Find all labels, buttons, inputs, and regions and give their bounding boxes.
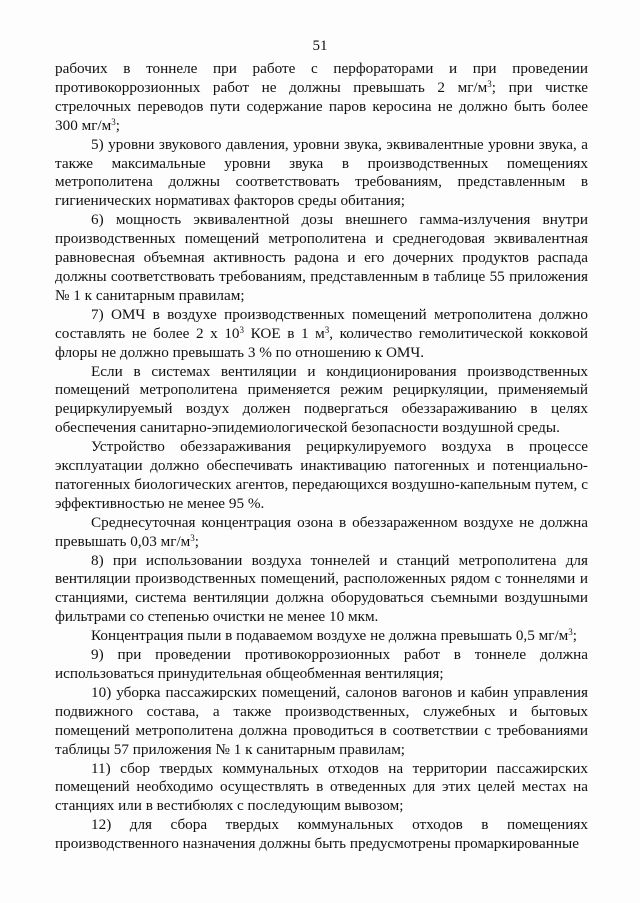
paragraph xyxy=(55,306,588,363)
text-run: 11) сбор твердых коммунальных отходов на территории пассажирских помещений необходимо осуществлять в отведенных для этих целей местах на станциях или в вестибюлях с последующим вывозом; xyxy=(55,759,588,815)
text-run: ; xyxy=(194,532,200,550)
paragraph xyxy=(55,627,588,646)
text-run: Среднесуточная концентрация озона в обеззараженном воздухе не должна превышать 0,03 мг/м xyxy=(55,513,588,550)
text-run: 7) ОМЧ в воздухе производственных помещений метрополитена должно составлять не более 2 х 10 xyxy=(55,305,588,342)
text-run: 10) уборка пассажирских помещений, салонов вагонов и кабин управления подвижного состава, а также производственных, служебных и бытовых помещений метрополитена должна проводиться в соответствии с требованиями таблицы 57 приложения № 1 к санитарным правилам; xyxy=(55,683,588,758)
superscript: 3 xyxy=(239,324,245,335)
paragraph xyxy=(55,438,588,514)
text-run: КОЕ в 1 м xyxy=(244,324,325,342)
text-run: ; при чистке стрелочных переводов пути содержание паров керосина не должно быть более 300 мг/м xyxy=(55,78,588,134)
superscript: 3 xyxy=(324,324,330,335)
page-number: 51 xyxy=(312,38,328,54)
text-run: Устройство обеззараживания рециркулируемого воздуха в процессе эксплуатации должно обеспечивать инактивацию патогенных и потенциально-патогенных биологических агентов, передающихся воздушно-капельным путем, с эффективностью не менее 95 %. xyxy=(55,438,588,512)
text-run: 6) мощность эквивалентной дозы внешнего гамма-излучения внутри производственных помещений метрополитена и среднегодовая эквивалентная равновесная объемная активность радона и его дочерних продуктов распада должны соответствовать требованиям, представленным в таблице 55 приложения № 1 к санитарным правилам; xyxy=(55,211,588,304)
paragraph xyxy=(55,60,588,136)
text-run: 12) для сбора твердых коммунальных отходов в помещениях производственного назначения должны быть предусмотрены промаркированные xyxy=(55,816,588,853)
paragraph xyxy=(55,136,588,212)
paragraph xyxy=(55,816,588,854)
paragraph xyxy=(55,760,588,817)
document-body xyxy=(55,60,588,854)
superscript: 3 xyxy=(568,627,573,638)
text-run: , количество гемолитической кокковой флоры не должно превышать 3 % по отношению к ОМЧ. xyxy=(55,324,588,361)
text-run: 9) при проведении противокоррозионных работ в тоннеле должна использоваться принудительная общеобменная вентиляция; xyxy=(55,646,588,682)
paragraph xyxy=(55,514,588,552)
text-run: Если в системах вентиляции и кондиционирования производственных помещений метрополитена применяется режим рециркуляции, применяемый рециркулируемый воздух должен подвергаться обеззараживанию в целях обеспечения санитарно-эпидемиологической безопасности воздушной среды. xyxy=(55,362,588,437)
text-run: ; xyxy=(572,627,578,645)
paragraph xyxy=(55,211,588,306)
paragraph xyxy=(55,684,588,760)
superscript: 3 xyxy=(487,78,492,89)
text-run: 8) при использовании воздуха тоннелей и станций метрополитена для вентиляции производственных помещений, расположенных рядом с тоннелями и станциями, система вентиляции должна оборудоваться съемными воздушными фильтрами со степенью очистки не менее 10 мкм. xyxy=(55,551,588,626)
text-run: 5) уровни звукового давления, уровни звука, эквивалентные уровни звука, а также максимальные уровни звука в производственных помещениях метрополитена должны соответствовать требованиям, представленным в гигиенических нормативах факторов среды обитания; xyxy=(55,135,588,210)
superscript: 3 xyxy=(111,116,116,127)
paragraph xyxy=(55,363,588,439)
paragraph xyxy=(55,646,588,684)
paragraph xyxy=(55,552,588,628)
superscript: 3 xyxy=(190,532,195,543)
text-run: ; xyxy=(115,116,120,134)
text-run: Концентрация пыли в подаваемом воздухе не должна превышать 0,5 мг/м xyxy=(91,627,569,645)
text-run: рабочих в тоннеле при работе с перфораторами и при проведении противокоррозионных работ не должны превышать 2 мг/м xyxy=(55,60,588,96)
